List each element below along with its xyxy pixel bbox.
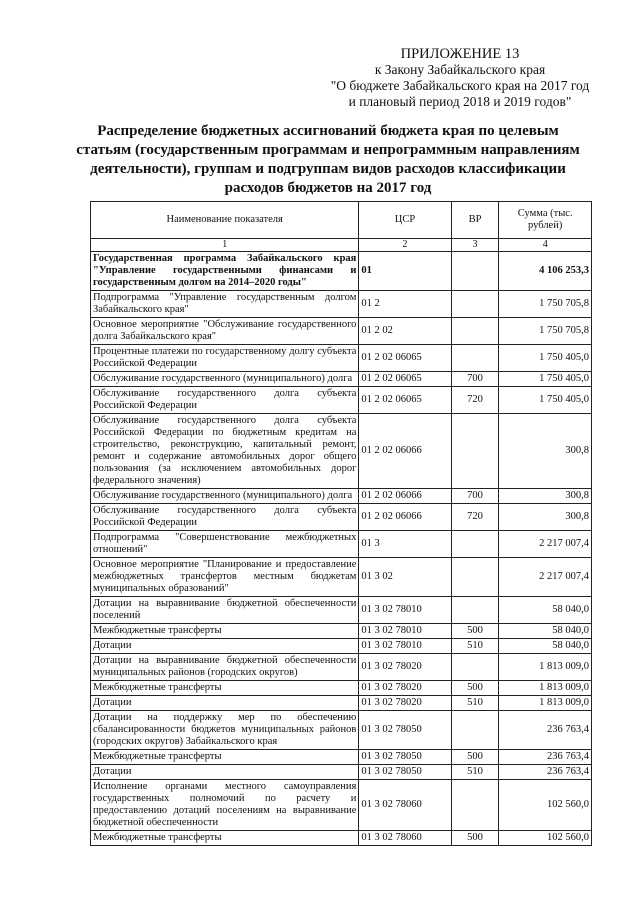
cell-vr bbox=[451, 252, 499, 291]
cell-vr bbox=[451, 654, 499, 681]
cell-vr bbox=[451, 711, 499, 750]
appendix-line: к Закону Забайкальского края bbox=[374, 62, 546, 77]
table-row bbox=[91, 489, 592, 504]
cell-vr: 500 bbox=[451, 750, 499, 765]
cell-vr: 500 bbox=[451, 624, 499, 639]
cell-name: Дотации bbox=[91, 696, 359, 711]
cell-sum: 300,8 bbox=[499, 504, 592, 531]
col-number: 1 bbox=[91, 239, 359, 252]
cell-name: Межбюджетные трансферты bbox=[91, 831, 359, 846]
cell-csr: 01 2 02 06065 bbox=[359, 387, 451, 414]
cell-name: Дотации на выравнивание бюджетной обеспеченности муниципальных районов (городских округов) bbox=[91, 654, 359, 681]
table-row bbox=[91, 624, 592, 639]
cell-csr: 01 2 02 06066 bbox=[359, 504, 451, 531]
cell-csr: 01 3 02 78020 bbox=[359, 696, 451, 711]
cell-name: Обслуживание государственного (муниципального) долга bbox=[91, 372, 359, 387]
table-row bbox=[91, 681, 592, 696]
cell-vr bbox=[451, 597, 499, 624]
col-header-sum: Сумма (тыс. рублей) bbox=[499, 202, 592, 239]
cell-sum: 1 750 705,8 bbox=[499, 291, 592, 318]
cell-sum: 58 040,0 bbox=[499, 624, 592, 639]
cell-vr bbox=[451, 318, 499, 345]
cell-sum: 2 217 007,4 bbox=[499, 531, 592, 558]
cell-sum: 1 750 405,0 bbox=[499, 345, 592, 372]
cell-sum: 1 813 009,0 bbox=[499, 654, 592, 681]
cell-vr: 510 bbox=[451, 696, 499, 711]
table-row bbox=[91, 372, 592, 387]
cell-name: Обслуживание государственного долга субъекта Российской Федерации bbox=[91, 504, 359, 531]
cell-name: Обслуживание государственного долга субъекта Российской Федерации bbox=[91, 387, 359, 414]
cell-sum: 58 040,0 bbox=[499, 597, 592, 624]
cell-vr bbox=[451, 345, 499, 372]
cell-name: Основное мероприятие "Планирование и предоставление межбюджетных трансфертов местным бюджетам муниципальных образований" bbox=[91, 558, 359, 597]
cell-sum: 58 040,0 bbox=[499, 639, 592, 654]
table-header-row bbox=[91, 202, 592, 239]
cell-vr bbox=[451, 531, 499, 558]
appendix-title: ПРИЛОЖЕНИЕ 13 bbox=[400, 46, 520, 62]
cell-sum: 1 750 405,0 bbox=[499, 372, 592, 387]
table-row bbox=[91, 387, 592, 414]
table-row bbox=[91, 780, 592, 831]
cell-csr: 01 3 02 78050 bbox=[359, 750, 451, 765]
cell-csr: 01 bbox=[359, 252, 451, 291]
cell-name: Исполнение органами местного самоуправления государственных полномочий по расчету и предоставлению дотаций поселениям на выравнивание бюджетной обеспеченности bbox=[91, 780, 359, 831]
cell-name: Обслуживание государственного (муниципального) долга bbox=[91, 489, 359, 504]
table-row bbox=[91, 831, 592, 846]
cell-name: Процентные платежи по государственному долгу субъекта Российской Федерации bbox=[91, 345, 359, 372]
appendix-header bbox=[330, 46, 590, 110]
col-number: 4 bbox=[499, 239, 592, 252]
cell-csr: 01 3 02 78060 bbox=[359, 831, 451, 846]
cell-name: Дотации bbox=[91, 765, 359, 780]
cell-csr: 01 3 02 78060 bbox=[359, 780, 451, 831]
cell-csr: 01 3 02 bbox=[359, 558, 451, 597]
cell-name: Межбюджетные трансферты bbox=[91, 750, 359, 765]
cell-sum: 2 217 007,4 bbox=[499, 558, 592, 597]
table-row bbox=[91, 504, 592, 531]
cell-name: Межбюджетные трансферты bbox=[91, 681, 359, 696]
cell-name: Дотации на выравнивание бюджетной обеспеченности поселений bbox=[91, 597, 359, 624]
cell-csr: 01 3 02 78050 bbox=[359, 711, 451, 750]
cell-vr: 510 bbox=[451, 765, 499, 780]
appendix-line: "О бюджете Забайкальского края на 2017 год bbox=[330, 78, 590, 93]
table-row bbox=[91, 345, 592, 372]
cell-vr: 700 bbox=[451, 372, 499, 387]
cell-vr: 700 bbox=[451, 489, 499, 504]
cell-sum: 300,8 bbox=[499, 414, 592, 489]
cell-vr bbox=[451, 291, 499, 318]
cell-csr: 01 2 02 06065 bbox=[359, 372, 451, 387]
table-row bbox=[91, 750, 592, 765]
cell-sum: 1 750 405,0 bbox=[499, 387, 592, 414]
table-row bbox=[91, 318, 592, 345]
col-header-csr: ЦСР bbox=[359, 202, 451, 239]
cell-vr: 500 bbox=[451, 831, 499, 846]
cell-csr: 01 3 02 78010 bbox=[359, 597, 451, 624]
col-header-vr: ВР bbox=[451, 202, 499, 239]
cell-name: Основное мероприятие "Обслуживание государственного долга Забайкальского края" bbox=[91, 318, 359, 345]
table-row bbox=[91, 654, 592, 681]
table-row bbox=[91, 252, 592, 291]
cell-csr: 01 3 02 78020 bbox=[359, 654, 451, 681]
cell-sum: 102 560,0 bbox=[499, 831, 592, 846]
cell-vr: 720 bbox=[451, 387, 499, 414]
table-row bbox=[91, 639, 592, 654]
cell-name: Межбюджетные трансферты bbox=[91, 624, 359, 639]
cell-vr: 500 bbox=[451, 681, 499, 696]
table-row bbox=[91, 531, 592, 558]
cell-sum: 236 763,4 bbox=[499, 750, 592, 765]
table-row bbox=[91, 711, 592, 750]
cell-name: Дотации на поддержку мер по обеспечению сбалансированности бюджетов муниципальных районов (городских округов) Забайкальского края bbox=[91, 711, 359, 750]
cell-name: Дотации bbox=[91, 639, 359, 654]
cell-sum: 300,8 bbox=[499, 489, 592, 504]
appendix-line: и плановый период 2018 и 2019 годов" bbox=[348, 94, 572, 109]
col-number: 2 bbox=[359, 239, 451, 252]
cell-sum: 1 750 705,8 bbox=[499, 318, 592, 345]
cell-name: Подпрограмма "Совершенствование межбюджетных отношений" bbox=[91, 531, 359, 558]
cell-csr: 01 2 02 06066 bbox=[359, 489, 451, 504]
cell-vr bbox=[451, 558, 499, 597]
cell-vr bbox=[451, 780, 499, 831]
cell-csr: 01 3 02 78010 bbox=[359, 639, 451, 654]
cell-sum: 236 763,4 bbox=[499, 765, 592, 780]
cell-vr bbox=[451, 414, 499, 489]
table-row bbox=[91, 765, 592, 780]
col-header-name: Наименование показателя bbox=[91, 202, 359, 239]
cell-name: Обслуживание государственного долга субъекта Российской Федерации по бюджетным кредитам на строительство, реконструкцию, капитальный ремонт, ремонт и содержание автомобильных дорог общего пользования (за исключением автомобильных дорог федерального значения) bbox=[91, 414, 359, 489]
budget-table bbox=[90, 201, 592, 846]
cell-csr: 01 2 02 06066 bbox=[359, 414, 451, 489]
cell-csr: 01 3 02 78050 bbox=[359, 765, 451, 780]
cell-sum: 4 106 253,3 bbox=[499, 252, 592, 291]
table-number-row bbox=[91, 239, 592, 252]
cell-name: Государственная программа Забайкальского края "Управление государственными финансами и государственным долгом на 2014–2020 годы" bbox=[91, 252, 359, 291]
table-row bbox=[91, 597, 592, 624]
cell-name: Подпрограмма "Управление государственным долгом Забайкальского края" bbox=[91, 291, 359, 318]
cell-csr: 01 2 02 06065 bbox=[359, 345, 451, 372]
table-row bbox=[91, 558, 592, 597]
cell-sum: 102 560,0 bbox=[499, 780, 592, 831]
col-number: 3 bbox=[451, 239, 499, 252]
cell-sum: 1 813 009,0 bbox=[499, 681, 592, 696]
table-row bbox=[91, 696, 592, 711]
cell-csr: 01 3 02 78010 bbox=[359, 624, 451, 639]
cell-vr: 720 bbox=[451, 504, 499, 531]
cell-sum: 1 813 009,0 bbox=[499, 696, 592, 711]
cell-vr: 510 bbox=[451, 639, 499, 654]
cell-csr: 01 3 02 78020 bbox=[359, 681, 451, 696]
cell-csr: 01 2 02 bbox=[359, 318, 451, 345]
cell-sum: 236 763,4 bbox=[499, 711, 592, 750]
document-title: Распределение бюджетных ассигнований бюджета края по целевым статьям (государственным программам и непрограммным направлениям деятельности), группам и подгруппам видов расходов классификации расходов бюджетов на 2017 год bbox=[76, 123, 580, 196]
cell-csr: 01 2 bbox=[359, 291, 451, 318]
table-row bbox=[91, 291, 592, 318]
table-row bbox=[91, 414, 592, 489]
cell-csr: 01 3 bbox=[359, 531, 451, 558]
